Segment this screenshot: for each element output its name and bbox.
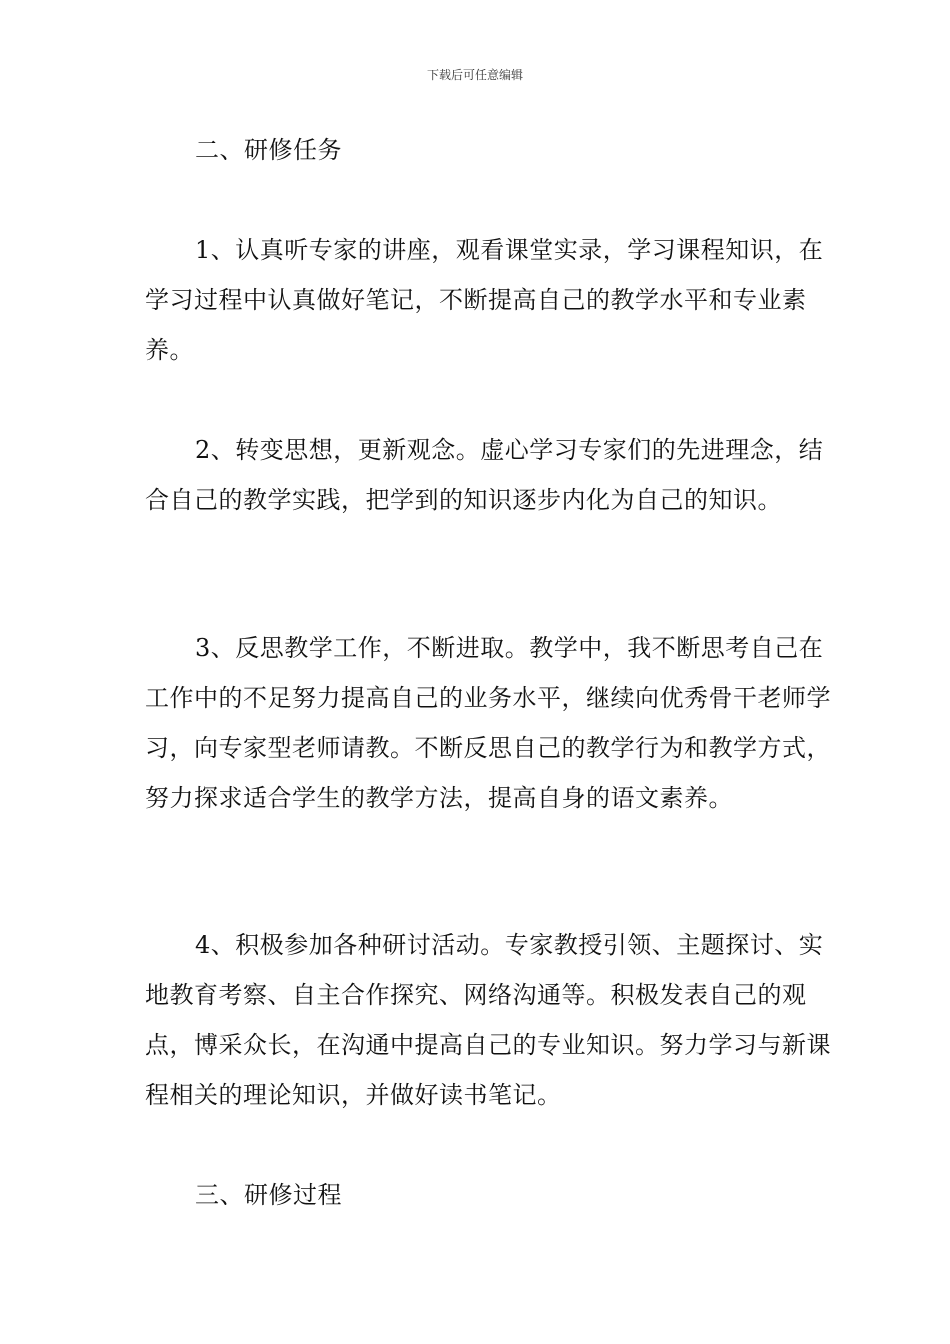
page-header: 下载后可任意编辑 — [426, 68, 523, 82]
paragraph-2: 2、转变思想，更新观念。虚心学习专家们的先进理念，结合自己的教学实践，把学到的知识逐步内化为自己的知识。 — [145, 436, 824, 514]
section-heading-2: 二、研修任务 — [195, 136, 342, 164]
paragraph-1: 1、认真听专家的讲座，观看课堂实录，学习课程知识，在学习过程中认真做好笔记，不断提高自己的教学水平和专业素养。 — [145, 236, 824, 364]
paragraph-4: 4、积极参加各种研讨活动。专家教授引领、主题探讨、实地教育考察、自主合作探究、网络沟通等。积极发表自己的观点，博采众长，在沟通中提高自己的专业知识。努力学习与新课程相关的理论知识，并做好读书笔记。 — [145, 931, 831, 1109]
section-heading-3: 三、研修过程 — [195, 1181, 342, 1209]
paragraph-3: 3、反思教学工作，不断进取。教学中，我不断思考自己在工作中的不足努力提高自己的业务水平，继续向优秀骨干老师学习，向专家型老师请教。不断反思自己的教学行为和教学方式，努力探求适合学生的教学方法，提高自身的语文素养。 — [145, 634, 831, 812]
